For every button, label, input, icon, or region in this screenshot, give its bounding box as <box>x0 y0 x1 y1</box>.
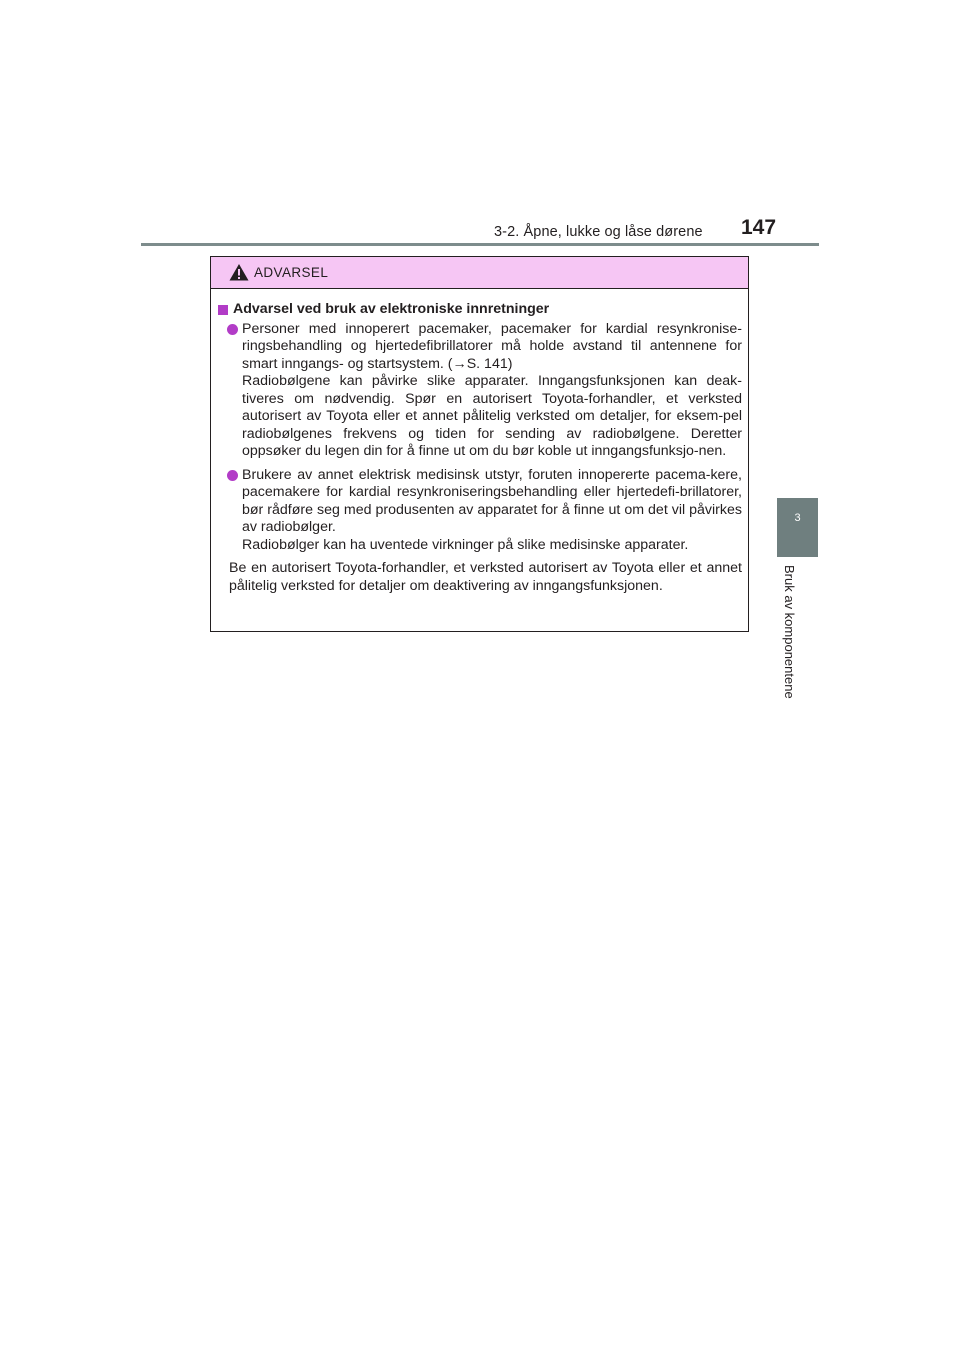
header-rule <box>141 243 819 246</box>
chapter-title: Bruk av komponentene <box>782 565 797 699</box>
section-title: 3-2. Åpne, lukke og låse dørene <box>494 224 703 240</box>
warning-body <box>211 289 748 595</box>
paragraph: Radiobølger kan ha uventede virkninger på slike medisinske apparater. <box>242 536 689 553</box>
warning-header <box>211 257 748 289</box>
paragraph: Radiobølgene kan påvirke slike apparater. Inngangsfunksjonen kan deak-tiveres om nødvendig. Spør en autorisert Toyota-forhandler, et verksted autorisert av Toyota eller et annet pålitelig verksted om detaljer, for eksem-pel radiobølgenes frekvens og tiden for sending av radiobølgene. Deretter oppsøker du legen din for å finne ut om du bør koble ut inngangsfunksjo-nen. <box>242 373 742 459</box>
warning-heading <box>218 301 742 319</box>
circle-bullet-icon <box>227 324 238 335</box>
page-number: 147 <box>741 216 777 239</box>
warning-box <box>210 256 749 632</box>
paragraph: Brukere av annet elektrisk medisinsk utstyr, foruten innopererte pacema-kere, pacemakere for kardial resynkroniseringsbehandling eller hjertedefi-brillatorer, bør rådføre seg med produsenten av apparatet for å finne ut om det vil påvirkes av radiobølger. <box>242 466 742 535</box>
page-header <box>0 216 960 246</box>
square-bullet-icon <box>218 305 228 315</box>
circle-bullet-icon <box>227 470 238 481</box>
warning-label: ADVARSEL <box>254 265 329 280</box>
paragraph: Personer med innoperert pacemaker, pacemaker for kardial resynkronise-ringsbehandling og hjertedefibrillatorer må holde avstand til antennene for smart inngangs- og startsystem. (→S. 141) <box>242 320 742 372</box>
chapter-tab <box>777 498 818 557</box>
warning-heading-text: Advarsel ved bruk av elektroniske innretninger <box>233 301 550 317</box>
closing-paragraph: Be en autorisert Toyota-forhandler, et verksted autorisert av Toyota eller et annet pålitelig verksted for detaljer om deaktivering av inngangsfunksjonen. <box>229 560 742 594</box>
list-item <box>218 467 742 555</box>
chapter-number: 3 <box>794 512 801 524</box>
warning-triangle-icon <box>229 263 249 281</box>
list-item <box>218 321 742 461</box>
